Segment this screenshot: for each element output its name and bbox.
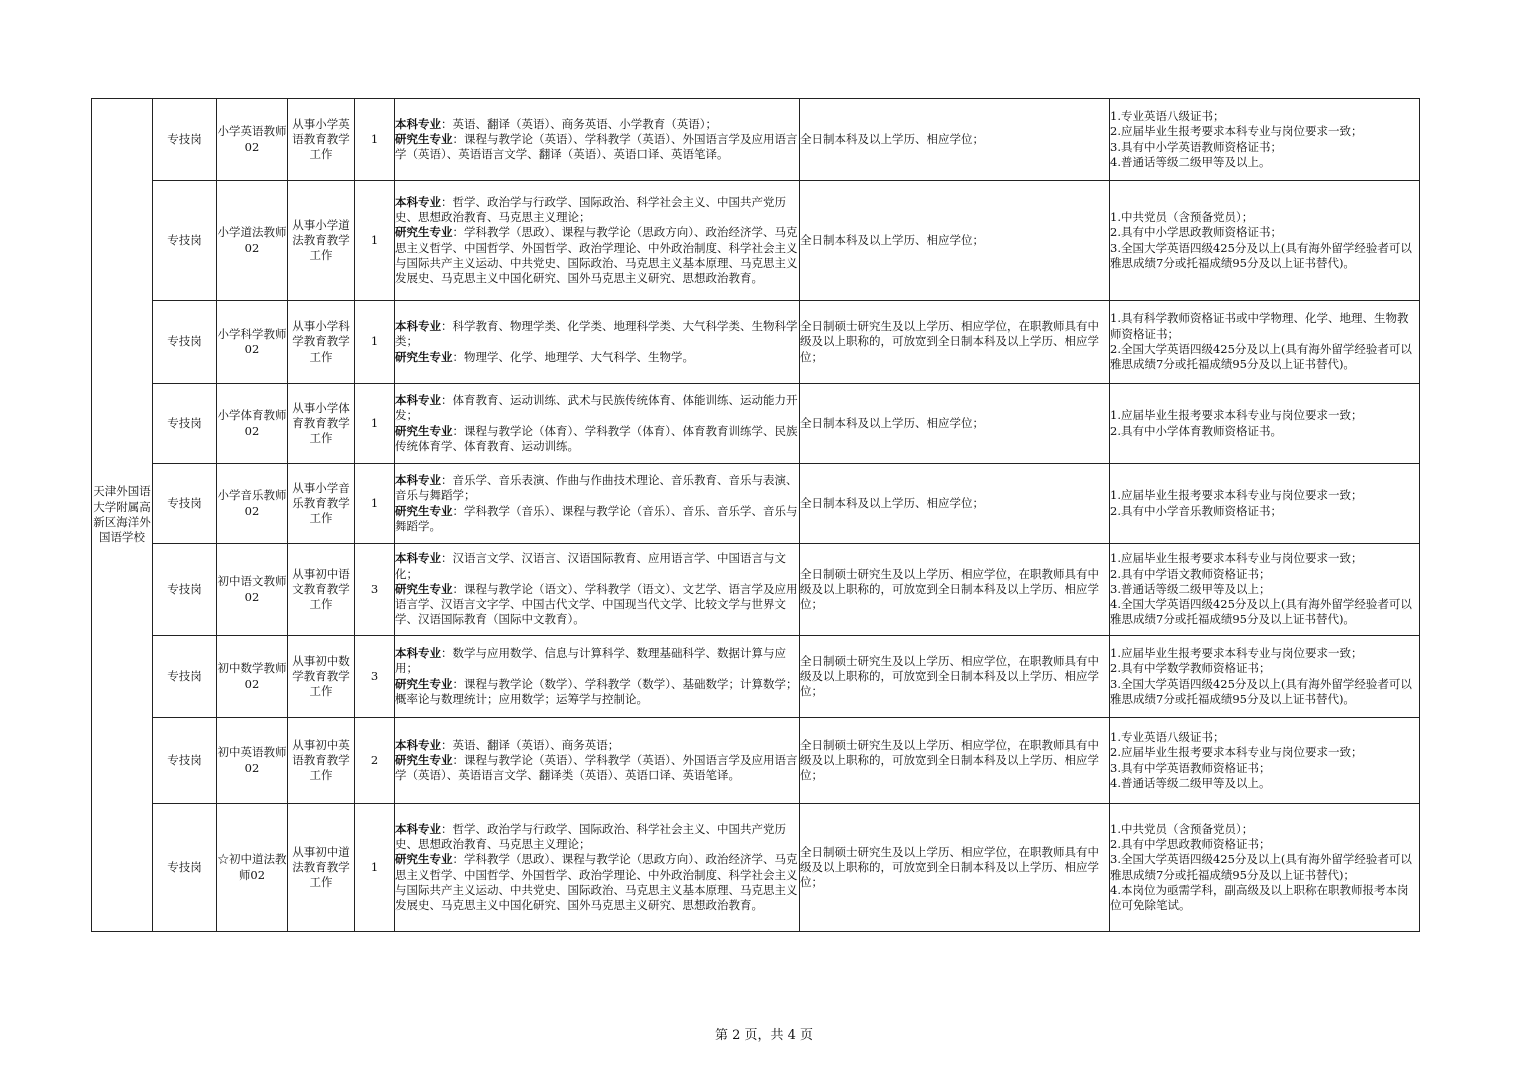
requirement-item: 1.应届毕业生报考要求本科专业与岗位要求一致； <box>1110 551 1363 566</box>
table-row <box>92 636 1420 718</box>
table-row <box>92 718 1420 804</box>
undergrad-label: 本科专业 <box>395 737 441 752</box>
requirement-item: 2.全国大学英语四级425分及以上(具有海外留学经验者可以雅思成绩7分或托福成绩95分及以上证书替代)。 <box>1110 342 1412 372</box>
requirement-item: 1.应届毕业生报考要求本科专业与岗位要求一致； <box>1110 408 1363 423</box>
requirement-item: 2.具有中学数学教师资格证书； <box>1110 661 1271 676</box>
other-requirements <box>1110 464 1420 544</box>
requirement-item: 2.具有中小学思政教师资格证书； <box>1110 225 1282 240</box>
table-row <box>92 301 1420 384</box>
major-requirements <box>395 181 800 301</box>
requirement-item: 4.本岗位为亟需学科，副高级及以上职称在职教师报考本岗位可免除笔试。 <box>1110 882 1409 913</box>
grad-label: 研究生专业 <box>395 131 453 146</box>
post-duty: 从事初中英语教育教学工作 <box>288 718 355 804</box>
requirement-item: 2.具有中小学体育教师资格证书。 <box>1110 423 1282 438</box>
undergrad-majors: ：英语、翻译（英语）、商务英语； <box>441 737 620 752</box>
education-requirement: 全日制本科及以上学历、相应学位； <box>800 464 1110 544</box>
post-name: ☆初中道法教师02 <box>217 804 288 932</box>
grad-majors: ：物理学、化学、地理学、大气科学、生物学。 <box>452 349 694 364</box>
grad-label: 研究生专业 <box>395 581 453 596</box>
undergrad-majors: ：体育教育、运动训练、武术与民族传统体育、体能训练、运动能力开发； <box>395 392 798 423</box>
requirement-item: 4.普通话等级二级甲等及以上。 <box>1110 775 1271 790</box>
recruitment-table <box>91 98 1420 932</box>
post-name: 小学音乐教师02 <box>217 464 288 544</box>
table-row <box>92 181 1420 301</box>
grad-majors: ：学科教学（思政）、课程与教学论（思政方向）、政治经济学、马克思主义哲学、中国哲学、外国哲学、政治学理论、中外政治制度、科学社会主义与国际共产主义运动、中共党史、国际政治、马克思主义基本原理、马克思主义发展史、马克思主义中国化研究、国外马克思主义研究、思想政治教育。 <box>395 225 798 286</box>
page-footer: 第 2 页，共 4 页 <box>714 1028 814 1043</box>
post-count: 1 <box>355 99 395 181</box>
undergrad-label: 本科专业 <box>395 551 441 566</box>
post-duty: 从事小学音乐教育教学工作 <box>288 464 355 544</box>
requirement-item: 2.应届毕业生报考要求本科专业与岗位要求一致； <box>1110 745 1363 760</box>
table-row <box>92 544 1420 636</box>
other-requirements <box>1110 718 1420 804</box>
post-type: 专技岗 <box>153 301 217 384</box>
major-requirements <box>395 804 800 932</box>
other-requirements <box>1110 384 1420 464</box>
education-requirement: 全日制本科及以上学历、相应学位； <box>800 384 1110 464</box>
requirement-item: 3.具有中学英语教师资格证书； <box>1110 760 1271 775</box>
post-type: 专技岗 <box>153 718 217 804</box>
undergrad-label: 本科专业 <box>395 472 441 487</box>
other-requirements <box>1110 99 1420 181</box>
post-count: 1 <box>355 301 395 384</box>
post-count: 1 <box>355 804 395 932</box>
education-requirement: 全日制硕士研究生及以上学历、相应学位，在职教师具有中级及以上职称的，可放宽到全日制本科及以上学历、相应学位； <box>800 718 1110 804</box>
other-requirements <box>1110 181 1420 301</box>
grad-label: 研究生专业 <box>395 752 453 767</box>
unit-name: 天津外国语大学附属高新区海洋外国语学校 <box>92 99 153 932</box>
post-name: 小学科学教师02 <box>217 301 288 384</box>
other-requirements <box>1110 301 1420 384</box>
other-requirements <box>1110 636 1420 718</box>
requirement-item: 2.具有中小学音乐教师资格证书； <box>1110 503 1282 518</box>
post-duty: 从事小学英语教育教学工作 <box>288 99 355 181</box>
post-type: 专技岗 <box>153 804 217 932</box>
grad-label: 研究生专业 <box>395 852 453 867</box>
undergrad-label: 本科专业 <box>395 645 441 660</box>
education-requirement: 全日制硕士研究生及以上学历、相应学位，在职教师具有中级及以上职称的，可放宽到全日制本科及以上学历、相应学位； <box>800 804 1110 932</box>
post-type: 专技岗 <box>153 464 217 544</box>
post-name: 初中语文教师02 <box>217 544 288 636</box>
undergrad-label: 本科专业 <box>395 319 441 334</box>
post-count: 3 <box>355 544 395 636</box>
major-requirements <box>395 384 800 464</box>
requirement-item: 1.应届毕业生报考要求本科专业与岗位要求一致； <box>1110 645 1363 660</box>
undergrad-majors: ：汉语言文学、汉语言、汉语国际教育、应用语言学、中国语言与文化； <box>395 551 786 581</box>
other-requirements <box>1110 544 1420 636</box>
requirement-item: 2.具有中学思政教师资格证书； <box>1110 836 1271 851</box>
other-requirements <box>1110 804 1420 932</box>
requirement-item: 1.应届毕业生报考要求本科专业与岗位要求一致； <box>1110 488 1363 503</box>
post-name: 小学道法教师02 <box>217 181 288 301</box>
undergrad-majors: ：英语、翻译（英语）、商务英语、小学教育（英语）； <box>441 116 717 131</box>
major-requirements <box>395 544 800 636</box>
undergrad-majors: ：哲学、政治学与行政学、国际政治、科学社会主义、中国共产党历史、思想政治教育、马克思主义理论； <box>395 821 786 851</box>
post-duty: 从事小学体育教育教学工作 <box>288 384 355 464</box>
post-duty: 从事初中道法教育教学工作 <box>288 804 355 932</box>
major-requirements <box>395 636 800 718</box>
undergrad-label: 本科专业 <box>395 821 441 836</box>
major-requirements <box>395 301 800 384</box>
undergrad-majors: ：哲学、政治学与行政学、国际政治、科学社会主义、中国共产党历史、思想政治教育、马克思主义理论； <box>395 194 786 224</box>
grad-label: 研究生专业 <box>395 225 453 240</box>
education-requirement: 全日制硕士研究生及以上学历、相应学位，在职教师具有中级及以上职称的，可放宽到全日制本科及以上学历、相应学位； <box>800 544 1110 636</box>
education-requirement: 全日制硕士研究生及以上学历、相应学位，在职教师具有中级及以上职称的，可放宽到全日制本科及以上学历、相应学位； <box>800 301 1110 384</box>
grad-majors: ：课程与教学论（语文）、学科教学（语文）、文艺学、语言学及应用语言学、汉语言文字学、中国古代文学、中国现当代文学、比较文学与世界文学、汉语国际教育（国际中文教育）。 <box>395 581 798 627</box>
grad-majors: ：课程与教学论（体育）、学科教学（体育）、体育教育训练学、民族传统体育学、体育教育、运动训练。 <box>395 423 798 453</box>
requirement-item: 1.具有科学教师资格证书或中学物理、化学、地理、生物教师资格证书； <box>1110 311 1409 341</box>
post-type: 专技岗 <box>153 99 217 181</box>
table-row <box>92 464 1420 544</box>
post-name: 初中英语教师02 <box>217 718 288 804</box>
requirement-item: 1.中共党员（含预备党员）； <box>1110 209 1254 224</box>
undergrad-majors: ：数学与应用数学、信息与计算科学、数理基础科学、数据计算与应用； <box>395 645 786 676</box>
requirement-item: 4.普通话等级二级甲等及以上。 <box>1110 154 1271 169</box>
grad-majors: ：课程与教学论（数学）、学科教学（数学）、基础数学；计算数学；概率论与数理统计；应用数学；运筹学与控制论。 <box>395 676 798 706</box>
grad-majors: ：课程与教学论（英语）、学科教学（英语）、外国语言学及应用语言学（英语）、英语语言文学、翻译（英语）、英语口译、英语笔译。 <box>395 131 798 162</box>
grad-majors: ：学科教学（音乐）、课程与教学论（音乐）、音乐、音乐学、音乐与舞蹈学。 <box>395 503 798 533</box>
major-requirements <box>395 718 800 804</box>
post-count: 1 <box>355 464 395 544</box>
requirement-item: 3.全国大学英语四级425分及以上(具有海外留学经验者可以雅思成绩7分或托福成绩95分及以上证书替代)。 <box>1110 676 1412 706</box>
grad-label: 研究生专业 <box>395 423 453 438</box>
requirement-item: 3.具有中小学英语教师资格证书； <box>1110 139 1282 154</box>
grad-majors: ：课程与教学论（英语）、学科教学（英语）、外国语言学及应用语言学（英语）、英语语言文学、翻译类（英语）、英语口译、英语笔译。 <box>395 752 798 783</box>
table-row <box>92 384 1420 464</box>
grad-majors: ：学科教学（思政）、课程与教学论（思政方向）、政治经济学、马克思主义哲学、中国哲学、外国哲学、政治学理论、中外政治制度、科学社会主义与国际共产主义运动、中共党史、国际政治、马克思主义基本原理、马克思主义发展史、马克思主义中国化研究、国外马克思主义研究、思想政治教育。 <box>395 852 798 913</box>
post-duty: 从事初中数学教育教学工作 <box>288 636 355 718</box>
grad-label: 研究生专业 <box>395 676 453 691</box>
undergrad-label: 本科专业 <box>395 116 441 131</box>
post-type: 专技岗 <box>153 544 217 636</box>
requirement-item: 1.专业英语八级证书； <box>1110 729 1225 744</box>
post-type: 专技岗 <box>153 181 217 301</box>
post-duty: 从事小学道法教育教学工作 <box>288 181 355 301</box>
post-name: 初中数学教师02 <box>217 636 288 718</box>
post-name: 小学英语教师02 <box>217 99 288 181</box>
post-type: 专技岗 <box>153 384 217 464</box>
post-name: 小学体育教师02 <box>217 384 288 464</box>
requirement-item: 2.应届毕业生报考要求本科专业与岗位要求一致； <box>1110 124 1363 139</box>
grad-label: 研究生专业 <box>395 503 453 518</box>
education-requirement: 全日制本科及以上学历、相应学位； <box>800 99 1110 181</box>
table-row <box>92 804 1420 932</box>
grad-label: 研究生专业 <box>395 349 453 364</box>
post-count: 1 <box>355 181 395 301</box>
post-duty: 从事初中语文教育教学工作 <box>288 544 355 636</box>
table-row <box>92 99 1420 181</box>
major-requirements <box>395 99 800 181</box>
post-count: 1 <box>355 384 395 464</box>
post-duty: 从事小学科学教育教学工作 <box>288 301 355 384</box>
requirement-item: 1.专业英语八级证书； <box>1110 108 1225 123</box>
post-count: 2 <box>355 718 395 804</box>
requirement-item: 4.全国大学英语四级425分及以上(具有海外留学经验者可以雅思成绩7分或托福成绩95分及以上证书替代)。 <box>1110 597 1412 627</box>
requirement-item: 1.中共党员（含预备党员）； <box>1110 821 1254 836</box>
undergrad-majors: ：科学教育、物理学类、化学类、地理科学类、大气科学类、生物科学类； <box>395 319 798 349</box>
undergrad-label: 本科专业 <box>395 194 441 209</box>
requirement-item: 2.具有中学语文教师资格证书； <box>1110 566 1271 581</box>
education-requirement: 全日制硕士研究生及以上学历、相应学位，在职教师具有中级及以上职称的，可放宽到全日制本科及以上学历、相应学位； <box>800 636 1110 718</box>
education-requirement: 全日制本科及以上学历、相应学位； <box>800 181 1110 301</box>
requirement-item: 3.全国大学英语四级425分及以上(具有海外留学经验者可以雅思成绩7分或托福成绩95分及以上证书替代)。 <box>1110 240 1412 270</box>
undergrad-label: 本科专业 <box>395 392 441 407</box>
post-count: 3 <box>355 636 395 718</box>
requirement-item: 3.全国大学英语四级425分及以上(具有海外留学经验者可以雅思成绩7分或托福成绩95分及以上证书替代)； <box>1110 852 1412 882</box>
undergrad-majors: ：音乐学、音乐表演、作曲与作曲技术理论、音乐教育、音乐与表演、音乐与舞蹈学； <box>395 472 798 503</box>
post-type: 专技岗 <box>153 636 217 718</box>
requirement-item: 3.普通话等级二级甲等及以上； <box>1110 581 1271 596</box>
major-requirements <box>395 464 800 544</box>
